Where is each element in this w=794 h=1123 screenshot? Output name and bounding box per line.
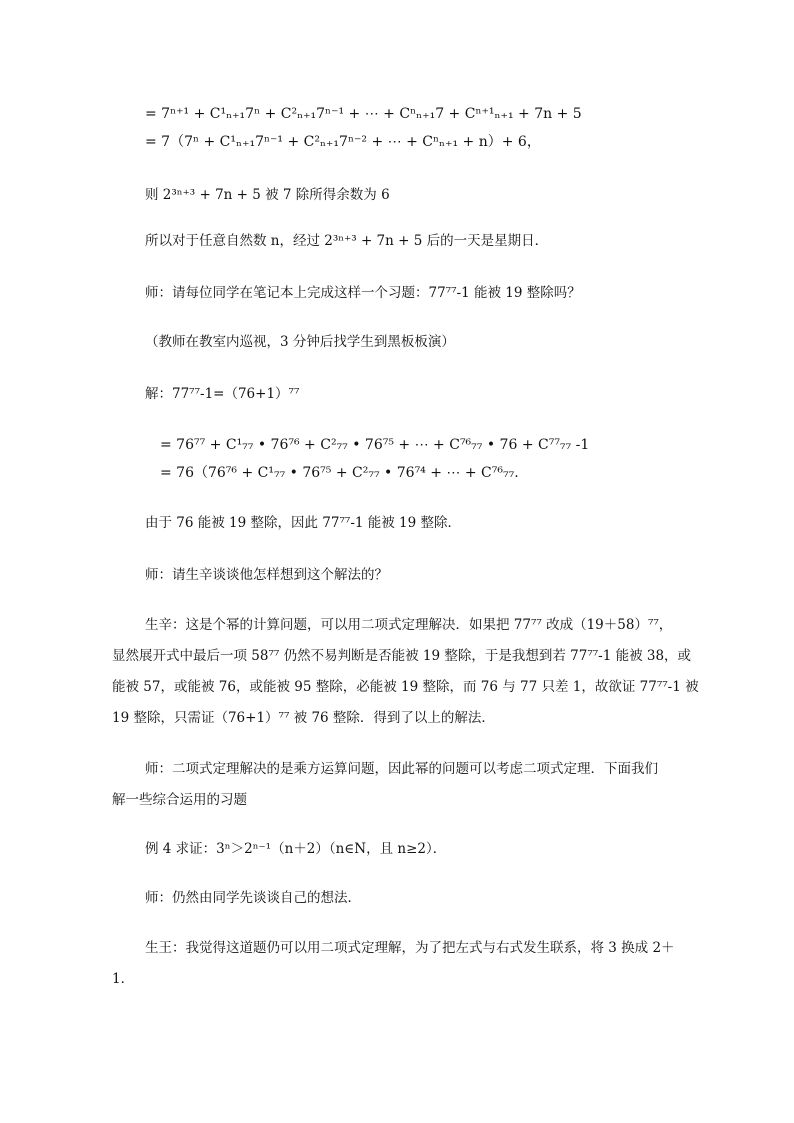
- teacher-remark-line-2: 解一些综合运用的习题: [112, 792, 247, 808]
- teacher-note: （教师在教室内巡视，3 分钟后找学生到黑板板演）: [145, 334, 455, 350]
- divisibility-conclusion: 由于 76 能被 19 整除，因此 77⁷⁷-1 能被 19 整除．: [145, 515, 462, 531]
- student-xin-line-3: 能被 57，或能被 76，或能被 95 整除，必能被 19 整除，而 76 与 77 只差 1，故欲证 77⁷⁷-1 被: [112, 679, 699, 695]
- student-wang-line-1: 生王：我觉得这道题仍可以用二项式定理解，为了把左式与右式发生联系，将 3 换成 2＋: [145, 940, 675, 956]
- teacher-prompt: 师：仍然由同学先谈谈自己的想法．: [145, 890, 361, 906]
- equation-line-3: = 76⁷⁷ + C¹₇₇ • 76⁷⁶ + C²₇₇ • 76⁷⁵ + ⋯ + C⁷⁶₇₇ • 76 + C⁷⁷₇₇ -1: [160, 437, 590, 453]
- teacher-remark-line-1: 师：二项式定理解决的是乘方运算问题，因此幂的问题可以考虑二项式定理．下面我们: [145, 761, 658, 777]
- equation-line-1: = 7ⁿ⁺¹ + C¹ₙ₊₁7ⁿ + C²ₙ₊₁7ⁿ⁻¹ + ⋯ + Cⁿₙ₊₁7 + Cⁿ⁺¹ₙ₊₁ + 7n + 5: [145, 106, 582, 122]
- equation-line-4: = 76（76⁷⁶ + C¹₇₇ • 76⁷⁵ + C²₇₇ • 76⁷⁴ + ⋯ + C⁷⁶₇₇.: [160, 465, 519, 481]
- student-wang-line-2: 1．: [112, 971, 135, 987]
- remainder-statement: 则 2³ⁿ⁺³ + 7n + 5 被 7 除所得余数为 6: [145, 187, 390, 203]
- student-xin-line-4: 19 整除，只需证（76+1）⁷⁷ 被 76 整除．得到了以上的解法．: [112, 710, 495, 726]
- solution-start: 解：77⁷⁷-1=（76+1）⁷⁷: [145, 386, 300, 402]
- teacher-exercise: 师：请每位同学在笔记本上完成这样一个习题：77⁷⁷-1 能被 19 整除吗？: [145, 285, 581, 301]
- conclusion-sunday: 所以对于任意自然数 n，经过 2³ⁿ⁺³ + 7n + 5 后的一天是星期日．: [145, 233, 549, 249]
- student-xin-line-2: 显然展开式中最后一项 58⁷⁷ 仍然不易判断是否能被 19 整除，于是我想到若 77⁷⁷-1 能被 38，或: [112, 648, 692, 664]
- teacher-question: 师：请生辛谈谈他怎样想到这个解法的？: [145, 567, 388, 583]
- equation-line-2: = 7（7ⁿ + C¹ₙ₊₁7ⁿ⁻¹ + C²ₙ₊₁7ⁿ⁻² + ⋯ + Cⁿₙ₊₁ + n）+ 6，: [145, 134, 541, 150]
- student-xin-line-1: 生辛：这是个幂的计算问题，可以用二项式定理解决．如果把 77⁷⁷ 改成（19＋58）⁷⁷，: [145, 617, 673, 633]
- example-4: 例 4 求证：3ⁿ＞2ⁿ⁻¹（n＋2）（n∈N，且 n≥2）．: [145, 841, 447, 857]
